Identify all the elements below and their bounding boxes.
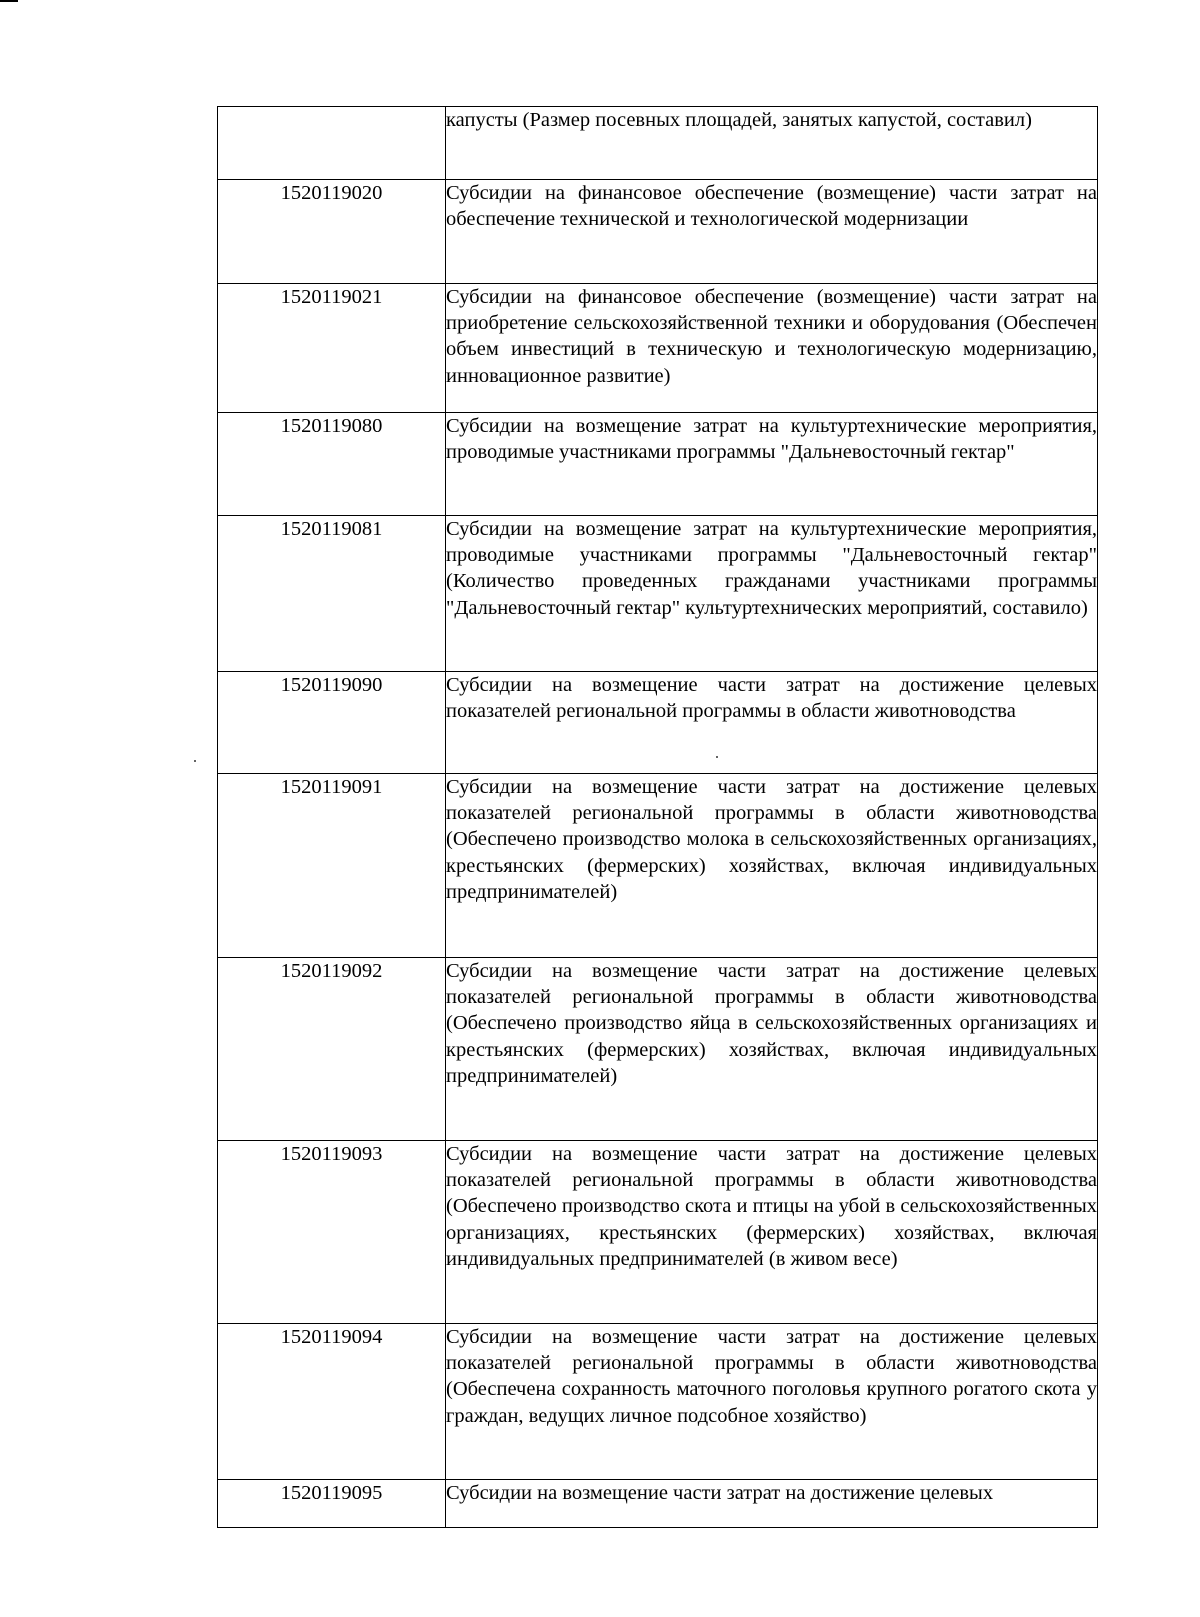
description-cell: Субсидии на возмещение части затрат на достижение целевых показателей региональной программы в области животноводства (Обеспечено производство яйца в сельскохозяйственных организациях и крестьянских (фермерских) хозяйствах, включая индивидуальных предпринимателей) bbox=[446, 958, 1098, 1141]
table-row bbox=[218, 413, 1098, 516]
code-cell: 1520119091 bbox=[218, 774, 446, 958]
table-row bbox=[218, 107, 1098, 180]
description-cell: Субсидии на финансовое обеспечение (возмещение) части затрат на приобретение сельскохозяйственной техники и оборудования (Обеспечен объем инвестиций в техническую и технологическую модернизацию, инновационное развитие) bbox=[446, 284, 1098, 413]
code-cell: 1520119094 bbox=[218, 1324, 446, 1480]
description-cell: Субсидии на возмещение части затрат на достижение целевых показателей региональной программы в области животноводства (Обеспечено производство скота и птицы на убой в сельскохозяйственных организациях, крестьянских (фермерских) хозяйствах, включая индивидуальных предпринимателей (в живом весе) bbox=[446, 1141, 1098, 1324]
table-row bbox=[218, 672, 1098, 774]
code-cell: 1520119080 bbox=[218, 413, 446, 516]
code-cell: 1520119093 bbox=[218, 1141, 446, 1324]
description-cell: капусты (Размер посевных площадей, занятых капустой, составил) bbox=[446, 107, 1098, 180]
code-cell: 1520119092 bbox=[218, 958, 446, 1141]
code-cell: 1520119090 bbox=[218, 672, 446, 774]
code-cell bbox=[218, 107, 446, 180]
description-cell: Субсидии на финансовое обеспечение (возмещение) части затрат на обеспечение технической и технологической модернизации bbox=[446, 180, 1098, 284]
budget-codes-table bbox=[217, 106, 1098, 1528]
description-cell: Субсидии на возмещение части затрат на достижение целевых bbox=[446, 1480, 1098, 1528]
scan-corner-mark bbox=[0, 0, 18, 2]
description-cell: Субсидии на возмещение части затрат на достижение целевых показателей региональной программы в области животноводства bbox=[446, 672, 1098, 774]
description-cell: Субсидии на возмещение затрат на культуртехнические мероприятия, проводимые участниками программы "Дальневосточный гектар" bbox=[446, 413, 1098, 516]
code-cell: 1520119021 bbox=[218, 284, 446, 413]
description-cell: Субсидии на возмещение части затрат на достижение целевых показателей региональной программы в области животноводства (Обеспечена сохранность маточного поголовья крупного рогатого скота у граждан, ведущих личное подсобное хозяйство) bbox=[446, 1324, 1098, 1480]
table-row bbox=[218, 1324, 1098, 1480]
scan-speck bbox=[194, 760, 196, 762]
table-row bbox=[218, 1141, 1098, 1324]
code-cell: 1520119020 bbox=[218, 180, 446, 284]
table-row bbox=[218, 284, 1098, 413]
table-row bbox=[218, 1480, 1098, 1528]
code-cell: 1520119081 bbox=[218, 516, 446, 672]
code-cell: 1520119095 bbox=[218, 1480, 446, 1528]
table-row bbox=[218, 774, 1098, 958]
description-cell: Субсидии на возмещение затрат на культуртехнические мероприятия, проводимые участниками программы "Дальневосточный гектар" (Количество проведенных гражданами участниками программы "Дальневосточный гектар" культуртехнических мероприятий, составило) bbox=[446, 516, 1098, 672]
table-row bbox=[218, 516, 1098, 672]
table-row bbox=[218, 180, 1098, 284]
table-row bbox=[218, 958, 1098, 1141]
description-cell: Субсидии на возмещение части затрат на достижение целевых показателей региональной программы в области животноводства (Обеспечено производство молока в сельскохозяйственных организациях, крестьянских (фермерских) хозяйствах, включая индивидуальных предпринимателей) bbox=[446, 774, 1098, 958]
